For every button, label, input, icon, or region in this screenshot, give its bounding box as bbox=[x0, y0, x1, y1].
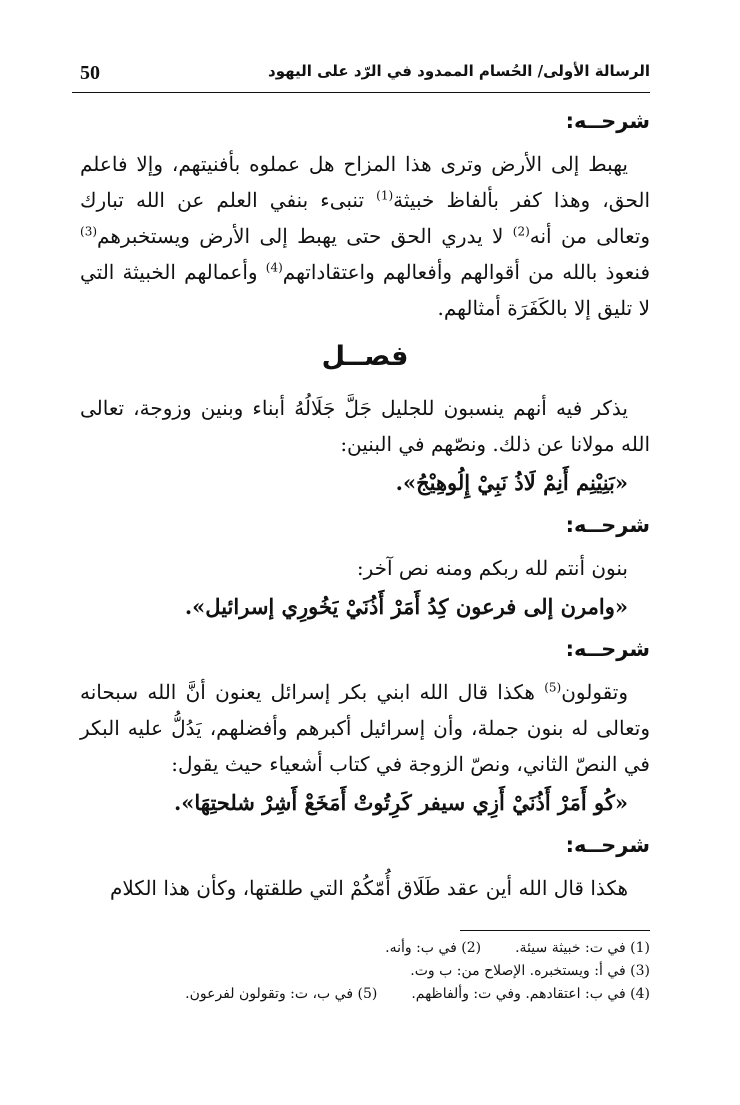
paragraph-text: يهبط إلى الأرض وترى هذا المزاح هل عملوه بأفنيتهم، وإلا فاعلم bbox=[80, 152, 628, 176]
footnote-ref-4: (4) bbox=[265, 260, 283, 275]
hebrew-quote-3: «كُو أَمَرْ أَذُنَيْ أَزِي سيفر كَرِتُوتْ أَمَخَعْ أَشِرْ شلحتِهَا». bbox=[173, 790, 628, 815]
paragraph-text: وأعمالهم الخبيثة التي لا تليق إلا بالكَفَرَة bbox=[80, 260, 650, 320]
paragraph-text: أمثالهم. bbox=[437, 296, 501, 320]
sharh-heading-1: شرحــه: bbox=[565, 109, 650, 133]
footnote-2: (2) في ب: وأنه. bbox=[385, 940, 482, 956]
footnote-3: (3) في أ: ويستخبره. الإصلاح من: ب وت. bbox=[410, 963, 650, 979]
footnote-1: (1) في ت: خبيثة سيئة. bbox=[515, 940, 650, 956]
paragraph-text: يذكر فيه أنهم ينسبون للجليل جَلَّ جَلَالُهُ أبناء وبنين وزوجة، تعالى الله bbox=[80, 396, 650, 456]
paragraph-text: أنه bbox=[529, 224, 552, 248]
page-body bbox=[80, 100, 650, 906]
footnotes bbox=[80, 930, 650, 1006]
paragraph-text: الحق، وهذا كفر بألفاظ خبيثة bbox=[393, 188, 651, 212]
page-header bbox=[72, 58, 650, 93]
paragraph-1 bbox=[80, 146, 650, 326]
paragraph-3: هكذا قال الله أين عقد طَلَاق أُمّكُمْ التي طلقتها، وكأن هذا الكلام bbox=[109, 876, 628, 900]
footnote-line bbox=[80, 960, 650, 983]
paragraph-2 bbox=[80, 674, 650, 782]
footnote-ref-1: (1) bbox=[376, 188, 394, 203]
paragraph-text: هكذا قال الله ابني بكر إسرائل يعنون أنَّ الله سبحانه وتعالى bbox=[80, 680, 650, 740]
paragraph-text: وتقولون bbox=[561, 680, 628, 704]
page-number: 50 bbox=[80, 62, 100, 84]
footnote-ref-5: (5) bbox=[544, 680, 562, 695]
paragraph-text: له بنون جملة، وأن إسرائيل أكبرهم وأفضلهم، يَدُلُّ عليه البكر في النصّ bbox=[80, 716, 650, 776]
sharh-heading-4: شرحــه: bbox=[565, 833, 650, 857]
footnote-line bbox=[80, 937, 650, 960]
footnote-ref-2: (2) bbox=[512, 224, 530, 239]
paragraph-text: تنبىء بنفي العلم عن الله تبارك وتعالى من bbox=[80, 188, 650, 248]
paragraph-text: الثاني، ونصّ الزوجة في كتاب أشعياء حيث يقول: bbox=[171, 752, 569, 776]
paragraph-text: لا يدري الحق حتى يهبط إلى الأرض ويستخبرهم bbox=[97, 224, 513, 248]
footnote-ref-3: (3) bbox=[80, 224, 98, 239]
paragraph-text: فنعوذ بالله من bbox=[528, 260, 651, 284]
footnote-line bbox=[80, 983, 650, 1006]
running-title: الرسالة الأولى/ الحُسام الممدود في الرّد على اليهود bbox=[268, 62, 650, 80]
footnote-divider bbox=[460, 930, 650, 931]
sharh-heading-3: شرحــه: bbox=[565, 637, 650, 661]
sharh-heading-2: شرحــه: bbox=[565, 513, 650, 537]
fasl-intro bbox=[80, 390, 650, 462]
hebrew-quote-2: «وامرن إلى فرعون كِدُ أَمَرْ أَذُنَيْ يَخُورِي إسرائيل». bbox=[184, 594, 628, 619]
footnote-5: (5) في ب، ت: وتقولون لفرعون. bbox=[185, 986, 378, 1002]
hebrew-quote-1: «بَنِيْنِم أَنِمْ لَاذُ نَبِيْ إِلُوهِيْجُ». bbox=[395, 470, 628, 495]
fasl-heading: فصــل bbox=[321, 341, 409, 372]
footnote-4: (4) في ب: اعتقادهم. وفي ت: وألفاظهم. bbox=[411, 986, 650, 1002]
paragraph-text: أقوالهم وأفعالهم واعتقاداتهم bbox=[282, 260, 520, 284]
paragraph-after-quote-1: بنون أنتم لله ربكم ومنه نص آخر: bbox=[356, 556, 628, 580]
paragraph-text: مولانا عن ذلك. ونصّهم في البنين: bbox=[340, 432, 615, 456]
